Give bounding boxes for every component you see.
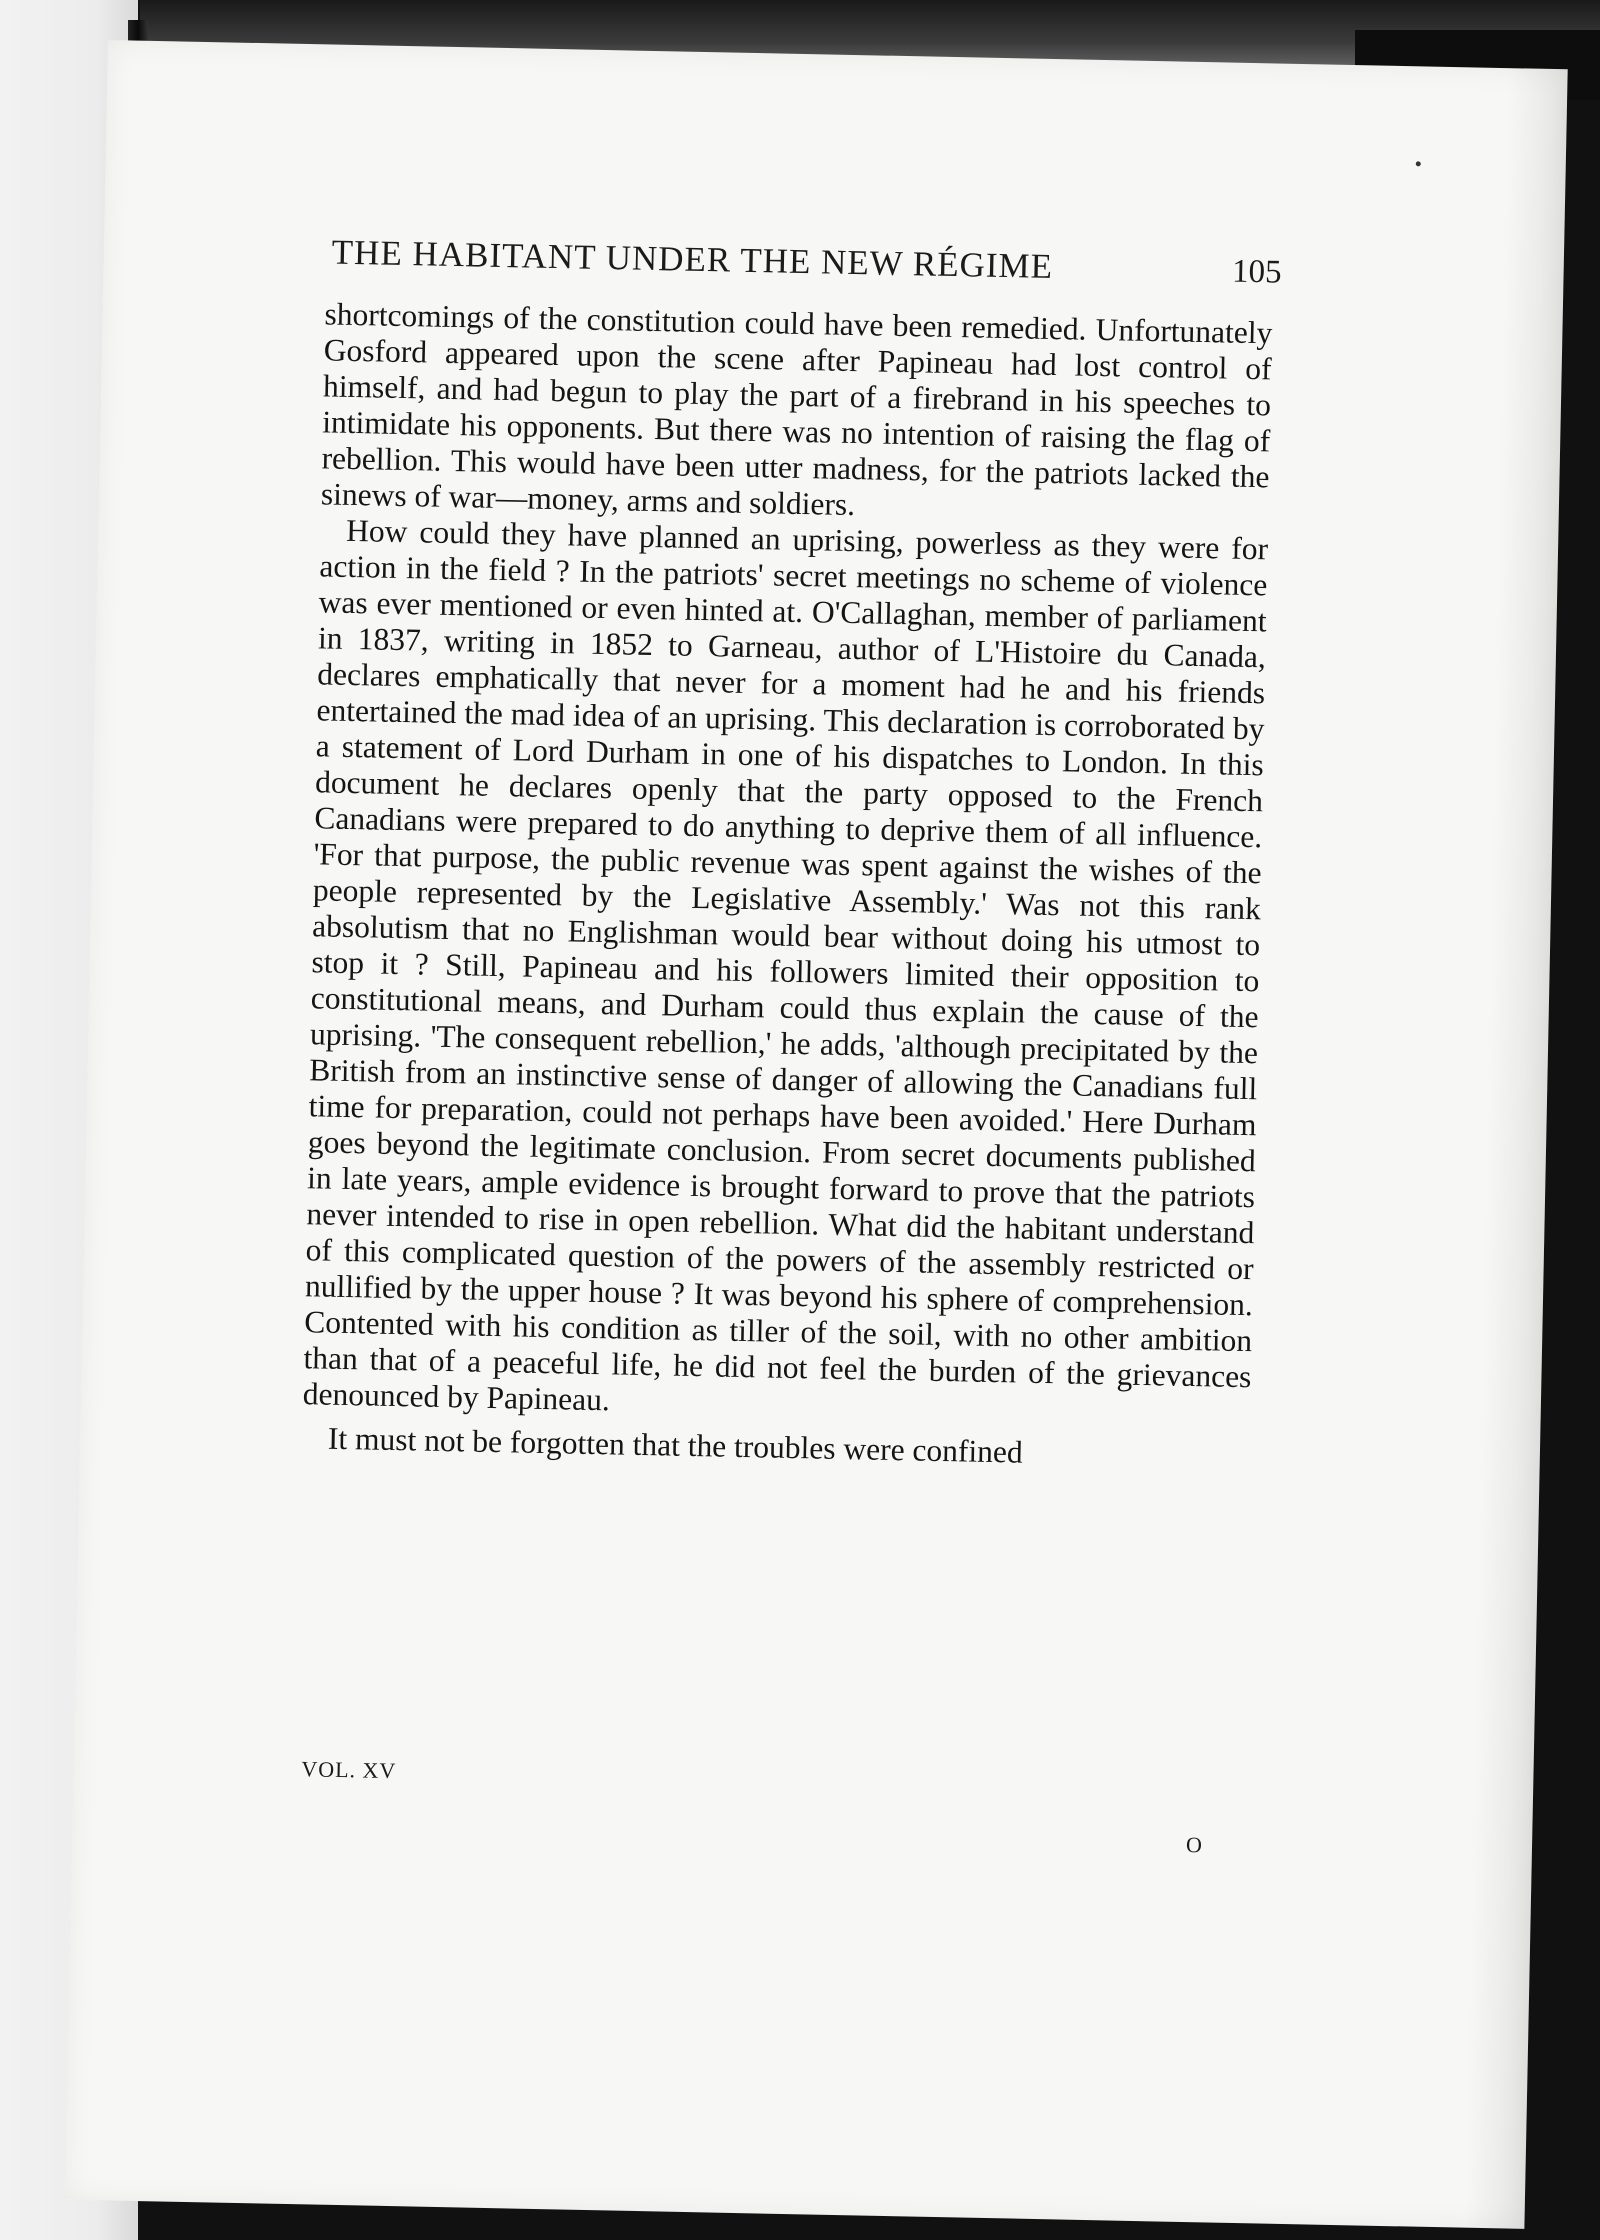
dust-speck bbox=[1416, 161, 1421, 166]
volume-signature-mark: VOL. XV bbox=[301, 1756, 397, 1784]
body-text bbox=[302, 296, 1273, 1475]
page-header bbox=[331, 233, 1282, 292]
paragraph-3: It must not be forgotten that the troubles were confined bbox=[327, 1420, 1024, 1470]
sheet-signature-mark: O bbox=[1185, 1832, 1203, 1858]
running-title: THE HABITANT UNDER THE NEW RÉGIME bbox=[331, 232, 1054, 287]
book-page bbox=[65, 40, 1568, 2229]
paragraph-1: shortcomings of the constitution could have been remedied. Unfortunately Gosford appeared upon the scene after Papineau had lost control of himself, and had begun to play the part of a firebrand in his speeches to intimidate his opponents. But there was no intention of raising the flag of rebellion. This would have been utter madness, for the patriots lacked the sinews of war—money, arms and soldiers. bbox=[320, 296, 1273, 523]
page-footer bbox=[301, 1756, 1203, 1858]
paragraph-2: How could they have planned an uprising, powerless as they were for action in the field ? In the patriots' secret meetings no scheme of violence was ever mentioned or even hinted at. O'Callaghan, member of parliament in 1837, writing in 1852 to Garneau, author of L'Histoire du Canada, declares emphatically that never for a moment had he and his friends entertained the mad idea of an uprising. This declaration is corroborated by a statement of Lord Durham in one of his dispatches to London. In this document he declares openly that the party opposed to the French Canadians were prepared to do anything to deprive them of all influence. 'For that purpose, the public revenue was spent against the wishes of the people represented by the Legislative Assembly.' Was not this rank absolutism that no Englishman would bear without doing his utmost to stop it ? Still, Papineau and his followers limited their opposition to constitutional means, and Durham could thus explain the cause of the uprising. 'The consequent rebellion,' he adds, 'although precipitated by the British from an instinctive sense of danger of allowing the Canadians full time for preparation, could not perhaps have been avoided.' Here Durham goes beyond the legitimate conclusion. From secret documents published in late years, ample evidence is brought forward to prove that the patriots never intended to rise in open rebellion. What did the habitant understand of this complicated question of the powers of the assembly restricted or nullified by the upper house ? It was beyond his sphere of comprehension. Contented with his condition as tiller of the soil, with no other ambition than that of a peaceful life, he did not feel the burden of the grievances denounced by Papineau. bbox=[302, 512, 1269, 1418]
page-edge-shade bbox=[1464, 68, 1567, 2229]
page-number: 105 bbox=[1231, 253, 1282, 291]
